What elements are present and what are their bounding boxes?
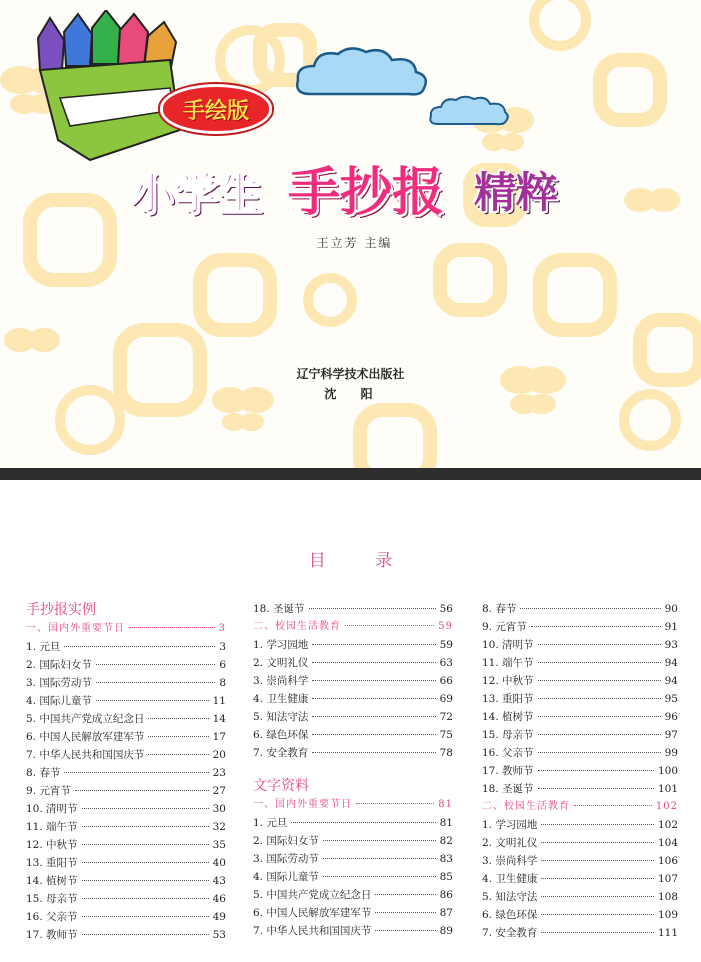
toc-page-number: 75 [439, 729, 453, 741]
toc-leader-dots [82, 808, 209, 809]
toc-page-number: 49 [212, 911, 226, 923]
toc-entry-row [26, 890, 226, 908]
publisher-city: 沈 阳 [324, 387, 383, 401]
toc-column-1 [26, 600, 226, 944]
toc-entry-label: 6. 绿色环保 [482, 909, 538, 921]
badge-label: 手绘版 [182, 98, 249, 124]
toc-leader-dots [312, 698, 435, 699]
toc-entry-row [253, 636, 453, 654]
toc-entry-label: 3. 崇尚科学 [253, 675, 309, 687]
toc-page-number: 97 [664, 729, 678, 741]
toc-entry-label: 9. 元宵节 [482, 621, 527, 633]
toc-column-3 [482, 600, 678, 942]
toc-entry-row [253, 654, 453, 672]
toc-page-number: 56 [439, 603, 453, 615]
toc-leader-dots [531, 626, 661, 627]
toc-page-number: 83 [439, 853, 453, 865]
book-title [130, 150, 600, 223]
toc-entry-row [482, 852, 678, 870]
toc-entry-label: 7. 安全教育 [482, 927, 538, 939]
toc-page-number: 81 [438, 799, 453, 810]
toc-entry-label: 11. 端午节 [482, 657, 534, 669]
toc-leader-dots [312, 752, 435, 753]
toc-entry-row [482, 906, 678, 924]
toc-leader-dots [541, 878, 654, 879]
toc-entry-row [482, 600, 678, 618]
toc-page-number: 66 [439, 675, 453, 687]
toc-leader-dots [64, 772, 208, 773]
toc-leader-dots [96, 700, 209, 701]
toc-leader-dots [82, 916, 209, 917]
toc-entry-label: 3. 国际劳动节 [26, 677, 92, 689]
toc-leader-dots [323, 840, 436, 841]
toc-page-number: 102 [657, 819, 678, 831]
toc-column-2 [253, 600, 453, 940]
toc-leader-dots [96, 664, 215, 665]
toc-page-number: 53 [212, 929, 226, 941]
toc-leader-dots [538, 662, 661, 663]
toc-entry-row [253, 904, 453, 922]
toc-leader-dots [148, 754, 208, 755]
toc-page-number: 86 [439, 889, 453, 901]
toc-entry-row [482, 834, 678, 852]
toc-leader-dots [312, 662, 435, 663]
toc-entry-label: 2. 国际妇女节 [26, 659, 92, 671]
toc-entry-row [253, 814, 453, 832]
toc-entry-label: 一、国内外重要节日 [253, 799, 352, 810]
toc-page-number: 30 [212, 803, 226, 815]
toc-subsection-row [26, 620, 226, 638]
toc-leader-dots [356, 803, 434, 804]
toc-entry-row [26, 836, 226, 854]
toc-leader-dots [345, 625, 434, 626]
toc-leader-dots [82, 880, 209, 881]
toc-entry-label: 12. 中秋节 [482, 675, 534, 687]
toc-page-number: 95 [664, 693, 678, 705]
toc-leader-dots [312, 644, 435, 645]
toc-entry-label: 13. 重阳节 [482, 693, 534, 705]
toc-entry-label: 一、国内外重要节日 [26, 623, 125, 634]
toc-entry-label: 16. 父亲节 [26, 911, 78, 923]
toc-entry-label: 13. 重阳节 [26, 857, 78, 869]
toc-leader-dots [538, 680, 661, 681]
toc-page-number: 111 [657, 927, 678, 939]
toc-entry-row [26, 800, 226, 818]
toc-entry-label: 1. 学习园地 [482, 819, 538, 831]
toc-entry-row [253, 832, 453, 850]
toc-leader-dots [541, 824, 654, 825]
toc-subsection-row [253, 618, 453, 636]
toc-page-number: 81 [439, 817, 453, 829]
toc-page-number: 8 [219, 677, 226, 689]
toc-page-number: 46 [212, 893, 226, 905]
toc-page-number: 104 [657, 837, 678, 849]
toc-page-number: 91 [664, 621, 678, 633]
toc-entry-label: 2. 文明礼仪 [253, 657, 309, 669]
toc-entry-row [253, 600, 453, 618]
toc-section-heading: 文字资料 [253, 778, 309, 794]
toc-leader-dots [375, 912, 435, 913]
toc-entry-row [253, 850, 453, 868]
toc-leader-dots [541, 896, 654, 897]
toc-entry-label: 5. 中国共产党成立纪念日 [253, 889, 372, 901]
toc-entry-label: 8. 春节 [482, 603, 517, 615]
toc-entry-label: 5. 中国共产党成立纪念日 [26, 713, 145, 725]
toc-entry-label: 17. 教师节 [482, 765, 534, 777]
toc-page-number: 69 [439, 693, 453, 705]
title-handwritten-newspaper: 手抄报 [288, 163, 445, 223]
toc-entry-label: 3. 崇尚科学 [482, 855, 538, 867]
toc-page-number: 109 [657, 909, 678, 921]
toc-entry-label: 1. 元旦 [253, 817, 288, 829]
toc-entry-label: 3. 国际劳动节 [253, 853, 319, 865]
toc-page-number: 59 [438, 621, 453, 632]
toc-entry-row [253, 672, 453, 690]
toc-page-number: 40 [212, 857, 226, 869]
toc-leader-dots [541, 860, 654, 861]
toc-page-number: 107 [657, 873, 678, 885]
toc-entry-label: 二、校园生活教育 [482, 801, 570, 812]
toc-entry-label: 15. 母亲节 [482, 729, 534, 741]
page-divider [0, 468, 701, 480]
toc-leader-dots [312, 680, 435, 681]
toc-entry-row [26, 854, 226, 872]
toc-page-number: 14 [212, 713, 226, 725]
toc-entry-label: 6. 绿色环保 [253, 729, 309, 741]
toc-entry-label: 7. 安全教育 [253, 747, 309, 759]
toc-entry-label: 1. 学习园地 [253, 639, 309, 651]
toc-leader-dots [82, 934, 209, 935]
toc-entry-row [26, 782, 226, 800]
toc-entry-label: 18. 圣诞节 [253, 603, 305, 615]
toc-leader-dots [541, 914, 654, 915]
toc-subsection-row [253, 796, 453, 814]
toc-leader-dots [323, 858, 436, 859]
toc-entry-label: 11. 端午节 [26, 821, 78, 833]
toc-leader-dots [312, 716, 435, 717]
toc-entry-row [482, 762, 678, 780]
toc-page-number: 96 [664, 711, 678, 723]
toc-page-number: 100 [657, 765, 678, 777]
toc-leader-dots [538, 788, 654, 789]
toc-leader-dots [375, 930, 435, 931]
toc-entry-label: 4. 国际儿童节 [26, 695, 92, 707]
toc-page-number: 63 [439, 657, 453, 669]
toc-entry-row [482, 816, 678, 834]
toc-leader-dots [541, 932, 654, 933]
toc-entry-row [26, 818, 226, 836]
toc-entry-row [26, 926, 226, 944]
toc-entry-row [26, 692, 226, 710]
toc-leader-dots [538, 644, 661, 645]
toc-entry-row [482, 888, 678, 906]
toc-page-number: 35 [212, 839, 226, 851]
toc-entry-label: 7. 中华人民共和国国庆节 [26, 749, 145, 761]
toc-entry-row [26, 908, 226, 926]
toc-leader-dots [148, 718, 208, 719]
toc-leader-dots [541, 842, 654, 843]
toc-entry-row [253, 690, 453, 708]
title-primary-students: 小学生 [130, 169, 262, 220]
toc-page-number: 85 [439, 871, 453, 883]
toc-leader-dots [375, 894, 435, 895]
toc-entry-label: 4. 卫生健康 [482, 873, 538, 885]
toc-leader-dots [323, 876, 436, 877]
toc-entry-row [253, 726, 453, 744]
toc-leader-dots [574, 805, 652, 806]
toc-entry-label: 7. 中华人民共和国国庆节 [253, 925, 372, 937]
toc-entry-label: 8. 春节 [26, 767, 61, 779]
toc-page-number: 108 [657, 891, 678, 903]
toc-entry-label: 18. 圣诞节 [482, 783, 534, 795]
editor-credit: 王立芳 主编 [316, 236, 393, 250]
toc-entry-row [482, 636, 678, 654]
toc-page-number: 101 [657, 783, 678, 795]
toc-leader-dots [82, 862, 209, 863]
toc-page-number: 17 [212, 731, 226, 743]
toc-section-heading: 手抄报实例 [26, 602, 96, 618]
toc-entry-label: 12. 中秋节 [26, 839, 78, 851]
toc-entry-label: 6. 中国人民解放军建军节 [253, 907, 372, 919]
title-essence: 精粹 [474, 168, 559, 217]
toc-entry-row [482, 654, 678, 672]
toc-entry-label: 4. 卫生健康 [253, 693, 309, 705]
toc-page-number: 3 [219, 641, 226, 653]
toc-entry-row [482, 726, 678, 744]
toc-page-number: 87 [439, 907, 453, 919]
toc-entry-label: 6. 中国人民解放军建军节 [26, 731, 145, 743]
toc-page-number: 82 [439, 835, 453, 847]
small-cloud-illustration [428, 94, 510, 128]
book-cover [0, 0, 701, 468]
toc-leader-dots [538, 752, 661, 753]
toc-entry-label: 5. 知法守法 [253, 711, 309, 723]
toc-entry-row [26, 710, 226, 728]
toc-page-number: 43 [212, 875, 226, 887]
toc-entry-row [482, 744, 678, 762]
toc-entry-row [26, 728, 226, 746]
toc-page-number: 78 [439, 747, 453, 759]
toc-leader-dots [75, 790, 209, 791]
toc-page-number: 93 [664, 639, 678, 651]
contents-title: 目 录 [308, 551, 415, 571]
toc-entry-row [482, 708, 678, 726]
publisher-name: 辽宁科学技术出版社 [296, 367, 405, 381]
toc-entry-label: 1. 元旦 [26, 641, 61, 653]
toc-leader-dots [96, 682, 215, 683]
toc-entry-row [482, 690, 678, 708]
toc-entry-row [26, 746, 226, 764]
toc-leader-dots [538, 698, 661, 699]
toc-page-number: 20 [212, 749, 226, 761]
toc-entry-label: 10. 清明节 [26, 803, 78, 815]
toc-entry-label: 5. 知法守法 [482, 891, 538, 903]
toc-entry-row [253, 922, 453, 940]
toc-subsection-row [482, 798, 678, 816]
toc-entry-label: 9. 元宵节 [26, 785, 71, 797]
toc-leader-dots [312, 734, 435, 735]
toc-entry-label: 17. 教师节 [26, 929, 78, 941]
toc-entry-row [482, 924, 678, 942]
toc-leader-dots [538, 716, 661, 717]
toc-entry-row [26, 674, 226, 692]
cloud-illustration [292, 44, 432, 100]
toc-page-number: 59 [439, 639, 453, 651]
toc-entry-row [482, 672, 678, 690]
toc-page-number: 89 [439, 925, 453, 937]
toc-page-number: 106 [657, 855, 678, 867]
toc-entry-row [482, 780, 678, 798]
toc-entry-row [482, 618, 678, 636]
toc-entry-row [253, 708, 453, 726]
toc-entry-row [26, 872, 226, 890]
toc-page-number: 27 [212, 785, 226, 797]
toc-page-number: 3 [218, 623, 226, 634]
toc-entry-row [26, 638, 226, 656]
toc-entry-label: 14. 植树节 [26, 875, 78, 887]
toc-leader-dots [520, 608, 660, 609]
toc-entry-row [26, 656, 226, 674]
toc-entry-row [253, 868, 453, 886]
toc-leader-dots [82, 826, 209, 827]
toc-leader-dots [64, 646, 215, 647]
toc-page-number: 94 [664, 675, 678, 687]
toc-page-number: 23 [212, 767, 226, 779]
toc-leader-dots [148, 736, 208, 737]
toc-entry-label: 2. 国际妇女节 [253, 835, 319, 847]
toc-entry-label: 15. 母亲节 [26, 893, 78, 905]
toc-page-number: 72 [439, 711, 453, 723]
toc-entry-row [253, 744, 453, 762]
toc-entry-row [482, 870, 678, 888]
toc-leader-dots [309, 608, 436, 609]
toc-entry-row [253, 886, 453, 904]
toc-page-number: 32 [212, 821, 226, 833]
toc-leader-dots [291, 822, 435, 823]
toc-page-number: 99 [664, 747, 678, 759]
toc-leader-dots [538, 734, 661, 735]
hand-drawn-edition-badge [160, 84, 272, 134]
toc-page-number: 94 [664, 657, 678, 669]
toc-entry-label: 16. 父亲节 [482, 747, 534, 759]
toc-entry-label: 10. 清明节 [482, 639, 534, 651]
toc-leader-dots [129, 627, 215, 628]
toc-page-number: 102 [655, 801, 678, 812]
toc-leader-dots [82, 844, 209, 845]
toc-page-number: 6 [219, 659, 226, 671]
toc-entry-label: 2. 文明礼仪 [482, 837, 538, 849]
toc-entry-label: 4. 国际儿童节 [253, 871, 319, 883]
toc-leader-dots [82, 898, 209, 899]
toc-page-number: 90 [664, 603, 678, 615]
toc-page-number: 11 [212, 695, 226, 707]
toc-leader-dots [538, 770, 654, 771]
toc-entry-row [26, 764, 226, 782]
toc-entry-label: 14. 植树节 [482, 711, 534, 723]
toc-entry-label: 二、校园生活教育 [253, 621, 341, 632]
